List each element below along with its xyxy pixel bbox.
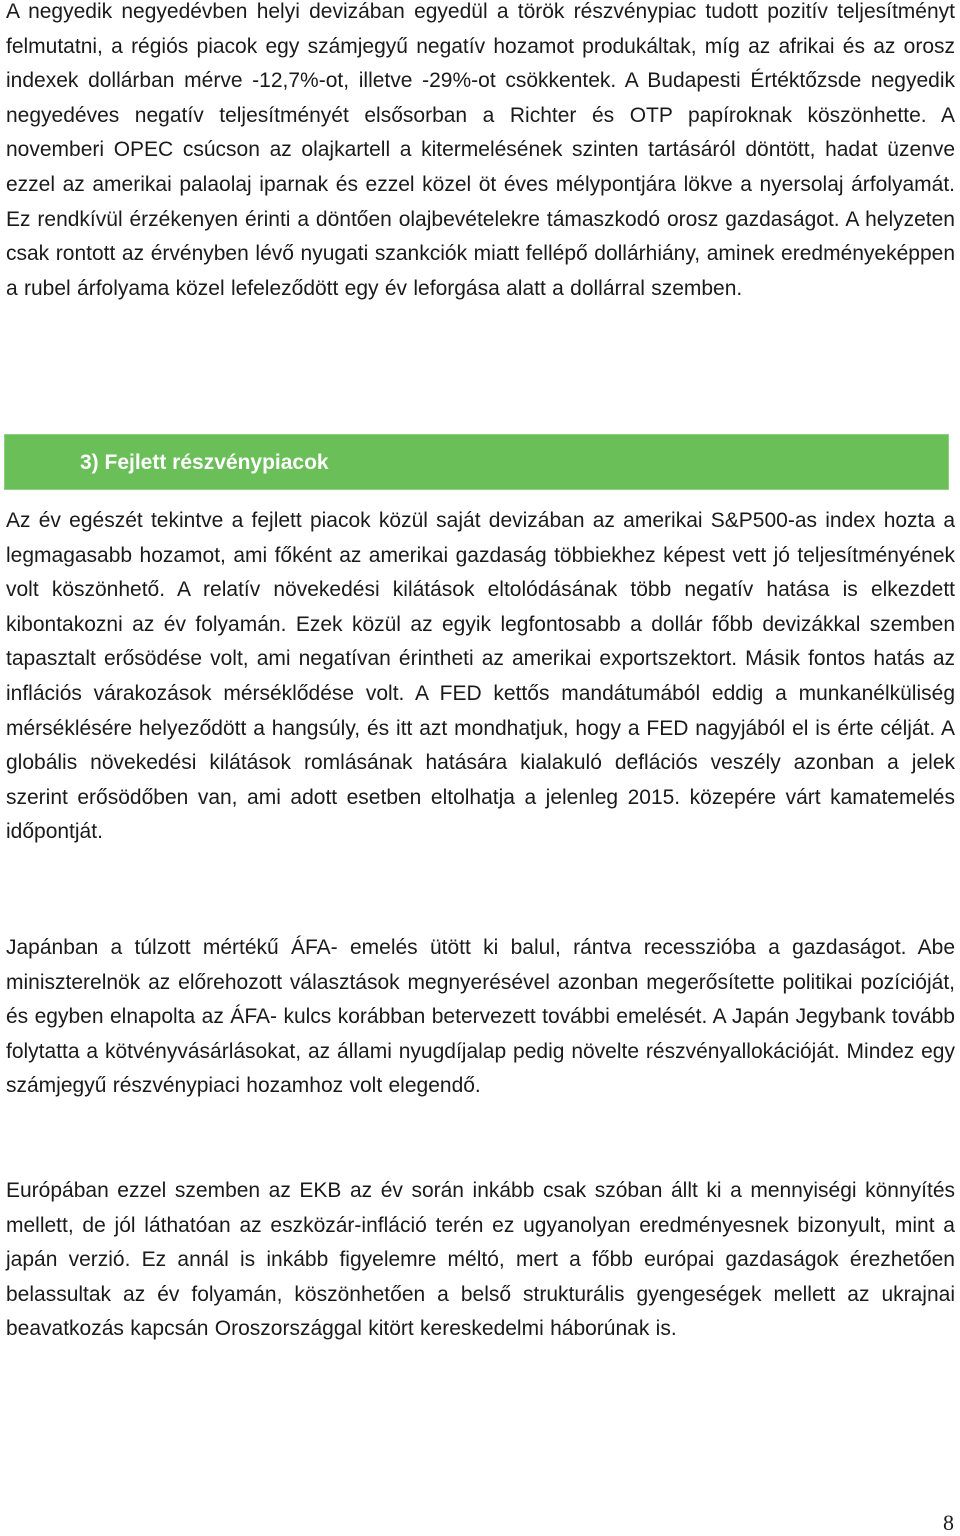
paragraph-europe: Európában ezzel szemben az EKB az év során inkább csak szóban állt ki a mennyiségi könnyítés mellett, de jól láthatóan az eszközár-infláció terén ez ugyanolyan eredményesnek bizonyult, mint a japán verzió. Ez annál is inkább figyelemre méltó, mert a főbb európai gazdaságok érezhetően belassultak az év folyamán, köszönhetően a belső strukturális gyengeségek mellett az ukrajnai beavatkozás kapcsán Oroszországgal kitört kereskedelmi háborúnak is. [6, 1179, 955, 1341]
section-header-bar [4, 434, 949, 490]
paragraph-us-markets: Az év egészét tekintve a fejlett piacok közül saját devizában az amerikai S&P500-as index hozta a legmagasabb hozamot, ami főként az amerikai gazdaság többiekhez képest vett jó teljesítményének volt köszönhető. A relatív növekedési kilátások eltolódásának több negatív hatása is elkezdett kibontakozni az év folyamán. Ezek közül az egyik legfontosabb a dollár főbb devizákkal szemben tapasztalt erősödése volt, ami negatívan érintheti az amerikai exportszektort. Másik fontos hatás az inflációs várakozások mérséklődése volt. A FED kettős mandátumából eddig a munkanélküliség mérséklésére helyeződött a hangsúly, és itt azt mondhatjuk, hogy a FED nagyjából el is érte célját. A globális növekedési kilátások romlásának hatására kialakuló deflációs veszély azonban a jelek szerint erősödőben van, ami adott esetben eltolhatja a jelenleg 2015. közepére várt kamatemelés időpontját. [6, 509, 955, 844]
page-number: 8 [943, 1510, 954, 1535]
paragraph-emerging-markets: A negyedik negyedévben helyi devizában egyedül a török részvénypiac tudott pozitív teljesítményt felmutatni, a régiós piacok egy számjegyű negatív hozamot produkáltak, míg az afrikai és az orosz indexek dollárban mérve -12,7%-ot, illetve -29%-ot csökkentek. A Budapesti Értéktőzsde negyedik negyedéves negatív teljesítményét elsősorban a Richter és OTP papíroknak köszönhette. A novemberi OPEC csúcson az olajkartell a kitermelésének szinten tartásáról döntött, hadat üzenve ezzel az amerikai palaolaj iparnak és ezzel közel öt éves mélypontjára lökve a nyersolaj árfolyamát. Ez rendkívül érzékenyen érinti a döntően olajbevételekre támaszkodó orosz gazdaságot. A helyzeten csak rontott az érvényben lévő nyugati szankciók miatt fellépő dollárhiány, aminek eredményeképpen a rubel árfolyama közel lefeleződött egy év leforgása alatt a dollárral szemben. [6, 0, 955, 300]
paragraph-japan: Japánban a túlzott mértékű ÁFA- emelés ütött ki balul, rántva recesszióba a gazdaságot. Abe miniszterelnök az előrehozott választások megnyerésével azonban megerősítette politikai pozícióját, és egyben elnapolta az ÁFA- kulcs korábban betervezett további emelését. A Japán Jegybank tovább folytatta a kötvényvásárlásokat, az állami nyugdíjalap pedig növelte részvényallokációját. Mindez egy számjegyű részvénypiaci hozamhoz volt elegendő. [6, 936, 955, 1098]
section-title: 3) Fejlett részvénypiacok [80, 451, 329, 474]
